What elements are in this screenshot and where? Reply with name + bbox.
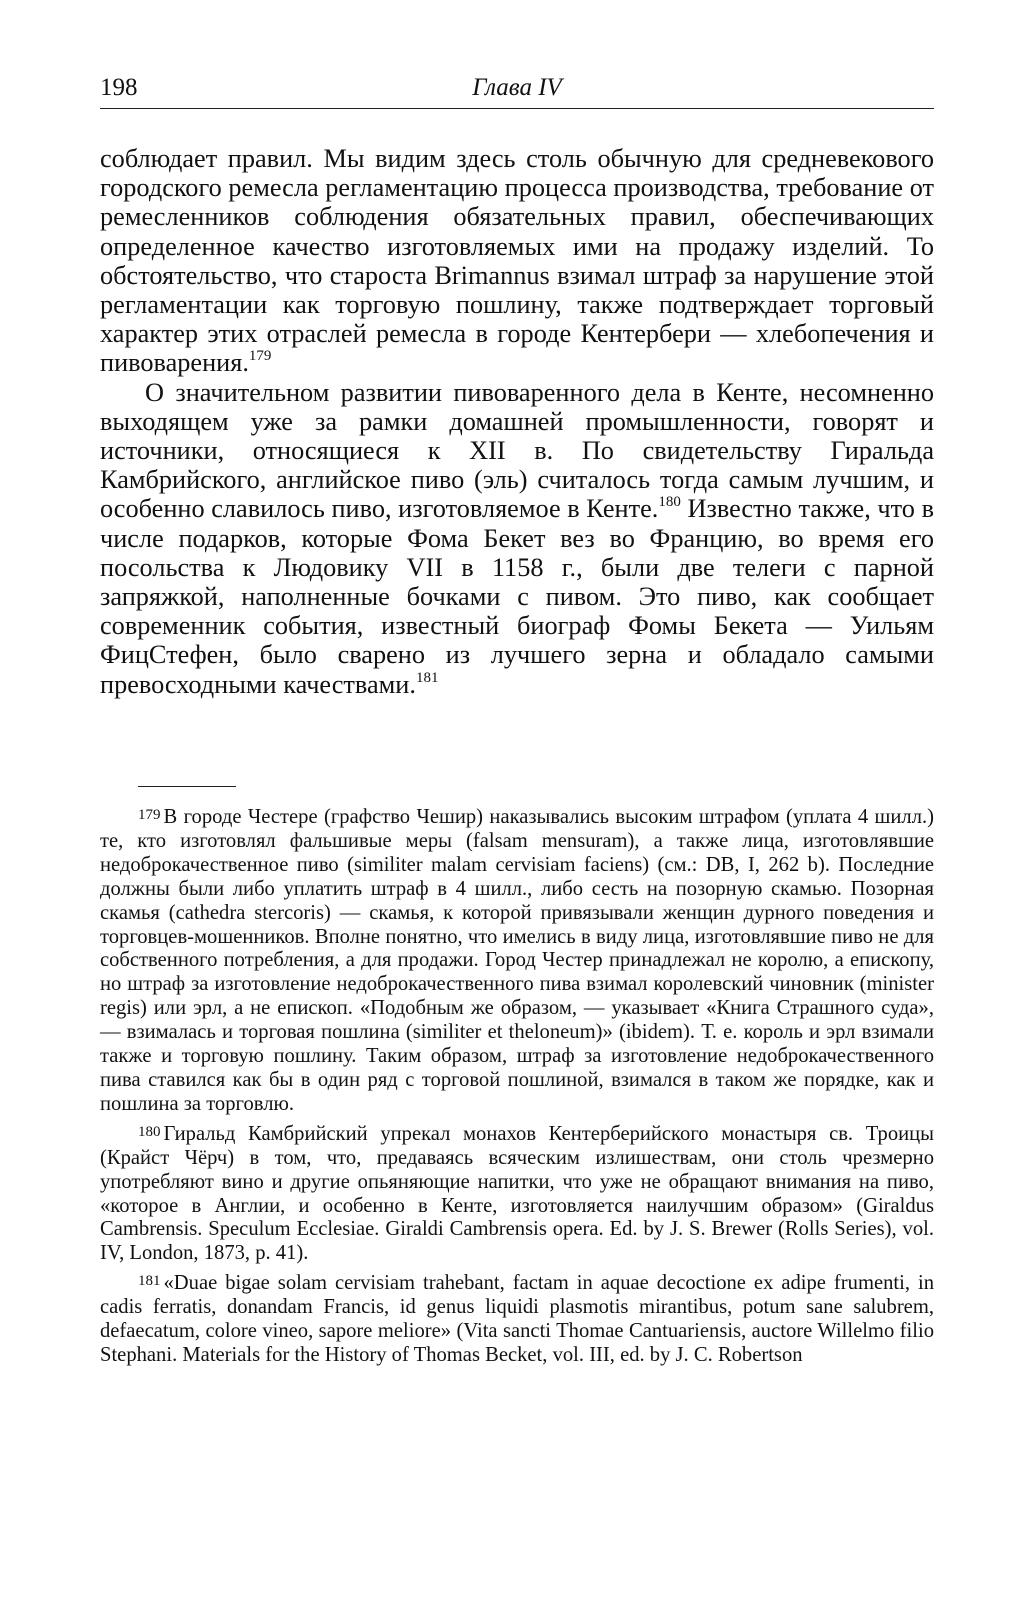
footnote-number: 179 — [138, 807, 161, 823]
paragraph-2 — [100, 378, 934, 699]
footnote-180 — [100, 1121, 934, 1266]
footnote-text: В городе Честере (графство Чешир) наказывались высоким штрафом (уплата 4 шилл.) те, кто изготовлял фальшивые меры (falsam mensuram), а также лица, изготовлявшие недоброкачественное пиво (similiter malam cervisiam faciens) (см.: DB, I, 262 b). Последние должны были либо уплатить штраф в 4 шилл., либо сесть на позорную скамью. Позорная скамья (cathedra stercoris) — скамья, к которой привязывали женщин дурного поведения и торговцев-мошенников. Вполне понятно, что имелись в виду лица, изготовлявшие пиво не для собственного потребления, а для продажи. Город Честер принадлежал не королю, а епископу, но штраф за изготовление недоброкачественного пива взимал королевский чиновник (minister regis) или эрл, а не епископ. «Подобным же образом, — указывает «Книга Страшного суда», — взималась и торговая пошлина (similiter et theloneum)» (ibidem). Т. е. король и эрл взимали также и торговую пошлину. Таким образом, штраф за изготовление недоброкачественного пива ставился как бы в один ряд с торговой пошлиной, взимался в таком же порядке, как и пошлина за торговлю. — [100, 806, 934, 1115]
paragraph-2-text-a: О значительном развитии пивоваренного дела в Кенте, несомненно выходящем уже за рамки домашней промышленности, говорят и источники, относящиеся к XII в. По свидетельству Гиральда Камбрийского, английское пиво (эль) считалось тогда самым лучшим, и особенно славилось пиво, изготовляемое в Кенте. — [100, 377, 934, 524]
footnote-ref-180[interactable]: 180 — [658, 494, 681, 511]
footnote-number: 180 — [138, 1123, 161, 1140]
main-text — [100, 144, 934, 699]
page-header — [100, 74, 934, 110]
footnote-179 — [100, 804, 934, 1117]
footnote-text: Гиральд Камбрийский упрекал монахов Кентерберийского монастыря св. Троицы (Крайст Чёрч) в том, что, предаваясь всяческим излишествам, они столь чрезмерно употребляют вино и другие опьяняющие напитки, что уже не обращают внимания на пиво, «которое в Англии, и особенно в Кенте, изготовляется наилучшим образом» (Giraldus Cambrensis. Speculum Ecclesiae. Giraldi Cambrensis opera. Ed. by J. S. Brewer (Rolls Series), vol. IV, London, 1873, p. 41). — [100, 1122, 934, 1265]
page-number: 198 — [100, 74, 138, 101]
footnote-181 — [100, 1270, 934, 1368]
book-page — [100, 0, 934, 1600]
footnote-ref-179[interactable]: 179 — [248, 348, 272, 365]
footnotes — [100, 804, 934, 1368]
paragraph-1 — [100, 144, 934, 378]
footnote-text: «Duae bigae solam cervisiam trahebant, factam in aquae decoctione ex adipe frumenti, in cadis ferratis, donandam Francis, id genus liquidi plasmotis mirantibus, potum sane salubrem, defaecatum, colore vineo, sapore meliore» (Vita sancti Thomae Cantuariensis, auctore Willelmo filio Stephani. Materials for the History of Thomas Becket, vol. III, ed. by J. C. Robertson — [100, 1272, 934, 1366]
footnote-ref-181[interactable]: 181 — [415, 669, 439, 686]
paragraph-2-text-b: Известно также, что в числе подарков, которые Фома Бекет вез во Францию, во время его посольства к Людовику VII в 1158 г., были две телеги с парной запряжкой, наполненные бочками с пивом. Это пиво, как сообщает современник события, известный биограф Фомы Бекета — Уильям ФицСтефен, было сварено из лучшего зерна и обладало самыми превосходными качествами. — [100, 494, 934, 699]
footnote-number: 181 — [138, 1273, 161, 1290]
running-head: Глава IV — [472, 74, 562, 101]
paragraph-1-text: соблюдает правил. Мы видим здесь столь обычную для средневекового городского ремесла регламентацию процесса производства, требование от ремесленников соблюдения обязательных правил, обеспечивающих определенное качество изготовляемых ими на продажу изделий. То обстоятельство, что староста Brimannus взимал штраф за нарушение этой регламентации как торговую пошлину, также подтверждает торговый характер этих отраслей ремесла в городе Кентербери — хлебопечения и пивоварения. — [100, 144, 934, 378]
footnote-separator — [138, 786, 236, 787]
header-rule — [100, 108, 934, 109]
